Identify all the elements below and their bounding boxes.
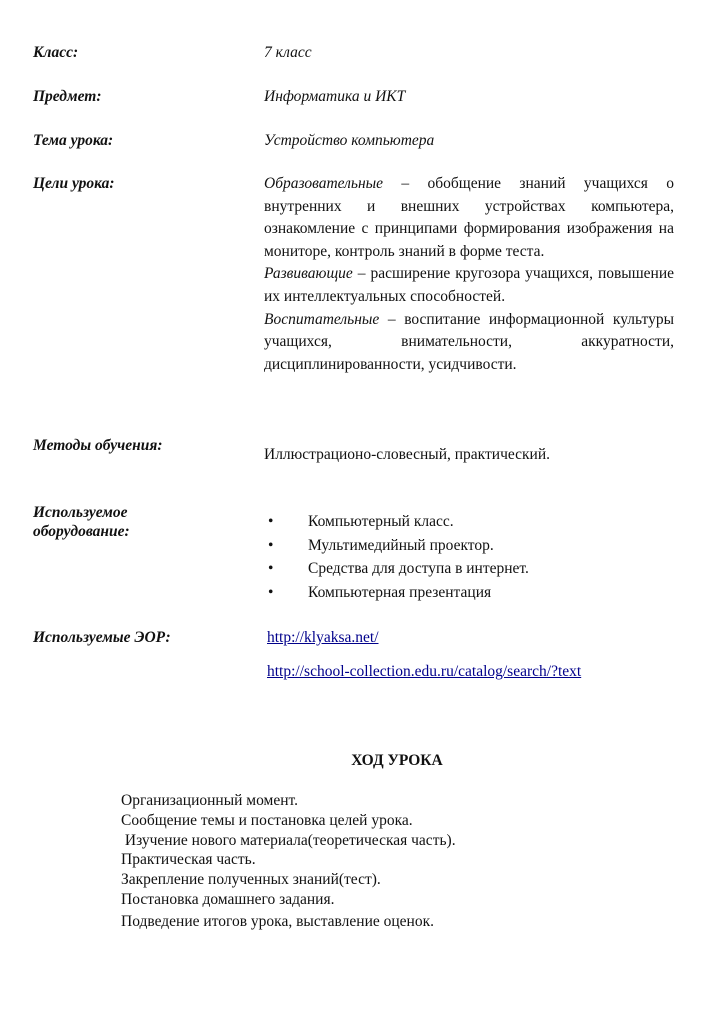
goal-upbringing [264, 309, 674, 377]
goal-title: Воспитательные [264, 310, 380, 328]
bullet-icon: • [268, 560, 274, 577]
goal-title: Развивающие [264, 265, 353, 283]
goal-text: – расширение кругозора учащихся, повышение их интеллектуальных способностей. [264, 265, 674, 305]
methods-value: Иллюстрационо-словесный, практический. [264, 446, 551, 463]
goal-developing [264, 263, 674, 308]
goals-label: Цели урока: [33, 175, 115, 192]
lesson-step: Закрепление полученных знаний(тест). [121, 871, 381, 889]
class-value: 7 класс [264, 44, 312, 61]
goal-text: – воспитание информационной культуры учащихся, внимательности, аккуратности, дисциплинированности, усидчивости. [264, 310, 674, 373]
class-label: Класс: [33, 44, 79, 61]
lesson-step: Постановка домашнего задания. [121, 890, 335, 908]
goals-text [264, 173, 674, 376]
lesson-step: Сообщение темы и постановка целей урока. [121, 811, 413, 829]
eor-link-klyaksa[interactable]: http://klyaksa.net/ [267, 629, 379, 646]
lesson-title: ХОД УРОКА [351, 752, 443, 769]
lesson-step: Практическая часть. [121, 851, 256, 869]
equipment-label-1: Используемое [33, 504, 128, 521]
subject-value: Информатика и ИКТ [264, 88, 406, 105]
eor-label: Используемые ЭОР: [33, 629, 171, 646]
methods-label: Методы обучения: [33, 437, 163, 454]
goal-text: – обобщение знаний учащихся о внутренних и внешних устройствах компьютера, ознакомление с принципами формирования изображения на мониторе, контроль знаний в форме теста. [264, 175, 674, 260]
lesson-steps [121, 791, 456, 932]
bullet-icon: • [268, 537, 274, 554]
equipment-label-2: оборудование: [33, 523, 130, 540]
lesson-step: Изучение нового материала(теоретическая часть). [121, 831, 456, 849]
topic-value: Устройство компьютера [264, 132, 435, 149]
eor-link-school-collection[interactable]: http://school-collection.edu.ru/catalog/search/?text [267, 663, 582, 680]
subject-label: Предмет: [33, 88, 102, 105]
bullet-icon: • [268, 513, 274, 530]
topic-label: Тема урока: [33, 132, 114, 149]
goal-title: Образовательные [264, 175, 384, 192]
goal-educational [264, 173, 674, 263]
lesson-step: Подведение итогов урока, выставление оценок. [121, 912, 435, 930]
lesson-step: Организационный момент. [121, 792, 299, 809]
bullet-icon: • [268, 584, 274, 601]
